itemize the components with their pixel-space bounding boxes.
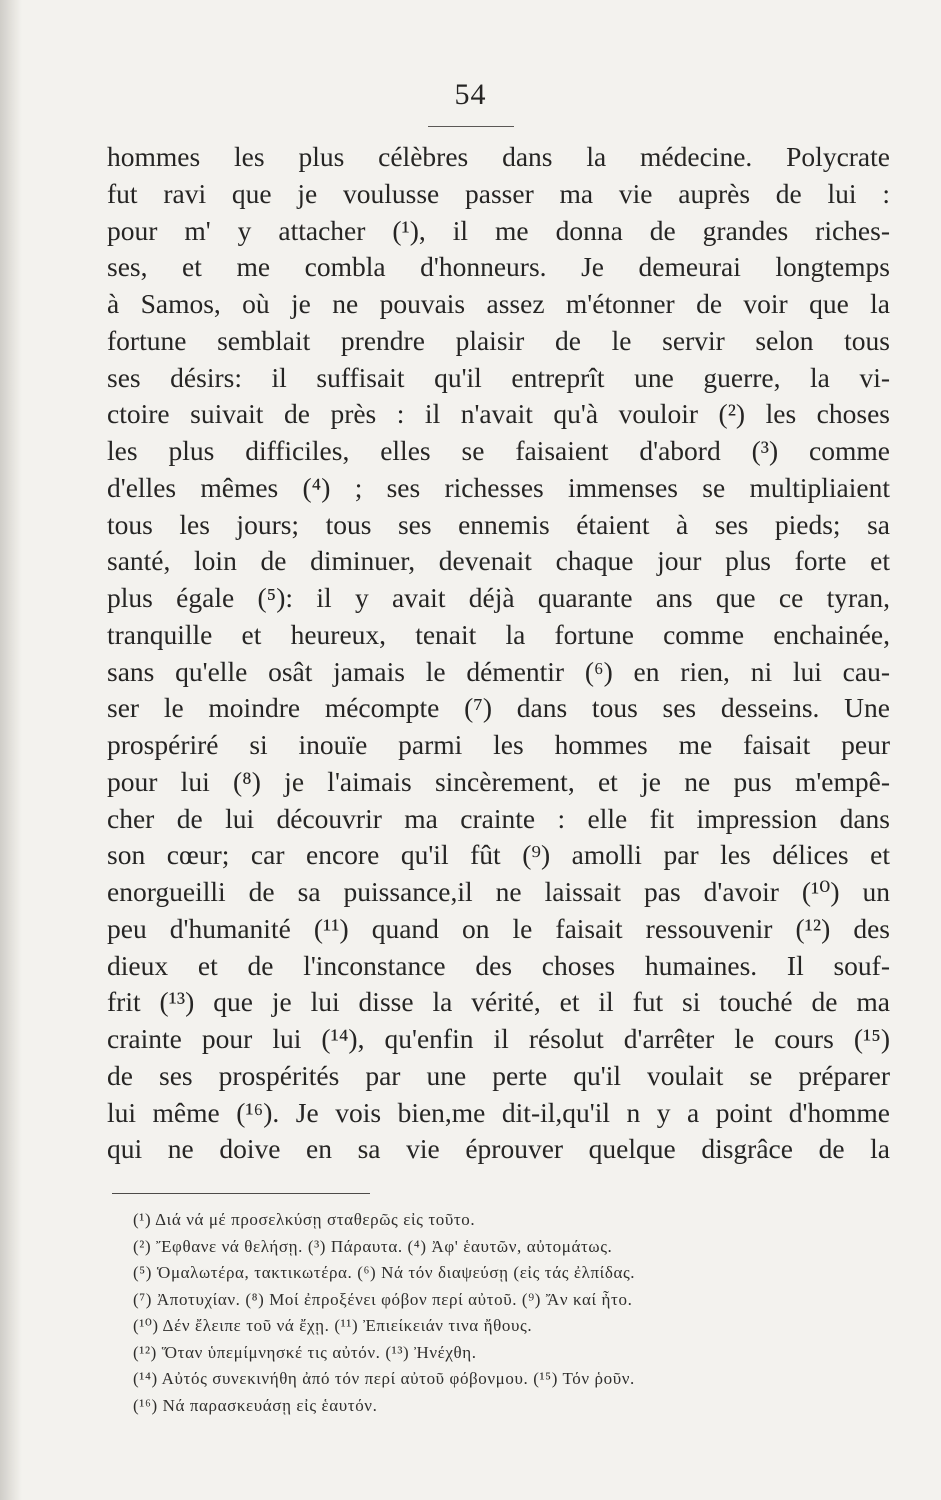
body-line: plus égale (⁵): il y avait déjà quarante ans que ce tyran, — [107, 582, 890, 613]
body-line: les plus difficiles, elles se faisaient d'abord (³) comme — [107, 435, 890, 466]
footnote: (¹⁶) Νά παρασκευάσῃ εἰς ἑαυτόν. — [133, 1395, 378, 1415]
body-line: d'elles mêmes (⁴) ; ses richesses immenses se multipliaient — [107, 471, 890, 503]
page-edge-shadow — [0, 0, 22, 1500]
body-line: prospériré si inouïe parmi les hommes me faisait peur — [107, 729, 890, 760]
body-line: frit (¹³) que je lui disse la vérité, et il fut si touché de ma — [107, 986, 890, 1018]
body-line: crainte pour lui (¹⁴), qu'enfin il résolut d'arrêter le cours (¹⁵) — [107, 1023, 890, 1054]
footnote: (⁵) Ὁμαλωτέρα, τακτικωτέρα. (⁶) Νά τόν διαψεύσῃ (εἰς τάς ἐλπίδας. — [133, 1263, 636, 1282]
body-line: enorgueilli de sa puissance,il ne laissait pas d'avoir (¹⁰) un — [107, 876, 890, 907]
body-line: fut ravi que je voulusse passer ma vie auprès de lui : — [107, 177, 890, 209]
footnote: (¹⁰) Δέν ἔλειπε τοῦ νά ἔχῃ. (¹¹) Ἐπιείκειάν τινα ἤθους. — [133, 1316, 533, 1335]
body-line: tous les jours; tous ses ennemis étaient à ses pieds; sa — [107, 508, 890, 540]
body-line: santé, loin de diminuer, devenait chaque jour plus forte et — [107, 545, 890, 577]
footnotes — [133, 1207, 913, 1419]
body-line: dieux et de l'inconstance des choses humaines. Il souf- — [107, 949, 890, 981]
footnote: (¹²) Ὅταν ὑπεμίμνησκέ τις αὐτόν. (¹³) Ἠνέχθη. — [133, 1342, 477, 1362]
body-line: ser le moindre mécompte (⁷) dans tous ses desseins. Une — [107, 692, 890, 724]
body-line: fortune semblait prendre plaisir de le servir selon tous — [107, 324, 890, 356]
body-text — [107, 139, 890, 1168]
footnote-separator — [112, 1193, 370, 1194]
body-line: cher de lui découvrir ma crainte : elle fit impression dans — [107, 802, 890, 834]
body-line: pour lui (⁸) je l'aimais sincèrement, et je ne pus m'empê- — [107, 765, 890, 797]
body-line: pour m' y attacher (¹), il me donna de grandes riches- — [107, 214, 890, 246]
body-line: hommes les plus célèbres dans la médecine. Polycrate — [107, 141, 890, 172]
body-line: de ses prospérités par une perte qu'il voulait se préparer — [107, 1059, 890, 1091]
footnote: (¹) Διά νά μέ προσελκύσῃ σταθερῶς εἰς τοῦτο. — [133, 1210, 476, 1229]
body-line: ctoire suivait de près : il n'avait qu'à vouloir (²) les choses — [107, 398, 890, 430]
footnote: (²) Ἔφθανε νά θελήσῃ. (³) Πάραυτα. (⁴) Ἀφ' ἑαυτῶν, αὐτομάτως. — [133, 1236, 613, 1256]
page-number-rule — [428, 126, 514, 127]
body-line: lui même (¹⁶). Je vois bien,me dit-il,qu'il n y a point d'homme — [107, 1096, 890, 1128]
page-number: 54 — [454, 78, 487, 111]
body-line: à Samos, où je ne pouvais assez m'étonner de voir que la — [107, 288, 890, 319]
body-line: ses, et me combla d'honneurs. Je demeurai longtemps — [107, 251, 890, 283]
body-line: peu d'humanité (¹¹) quand on le faisait ressouvenir (¹²) des — [107, 912, 890, 944]
body-line: qui ne doive en sa vie éprouver quelque disgrâce de la — [107, 1133, 890, 1165]
body-line: sans qu'elle osât jamais le démentir (⁶) en rien, ni lui cau- — [107, 655, 890, 687]
body-line: ses désirs: il suffisait qu'il entreprît une guerre, la vi- — [107, 361, 890, 393]
footnote: (⁷) Ἀποτυχίαν. (⁸) Μοί ἐπροξένει φόβον περί αὐτοῦ. (⁹) Ἄν καί ἦτο. — [133, 1289, 633, 1309]
footnote: (¹⁴) Αὐτός συνεκινήθη ἀπό τόν περί αὐτοῦ φόβονμου. (¹⁵) Τόν ῥοῦν. — [133, 1369, 635, 1388]
body-line: son cœur; car encore qu'il fût (⁹) amolli par les délices et — [107, 839, 890, 871]
body-line: tranquille et heureux, tenait la fortune comme enchainée, — [107, 618, 890, 650]
